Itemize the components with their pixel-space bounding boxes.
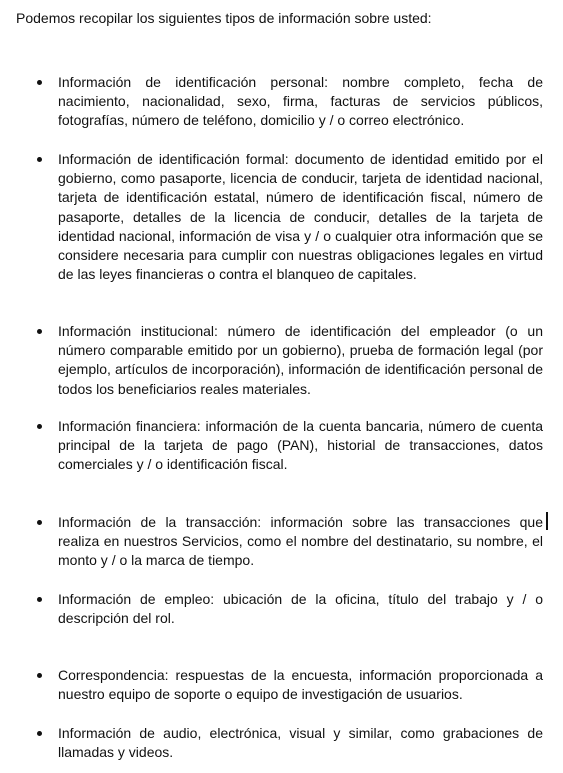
text-cursor: [546, 512, 548, 530]
list-item-text: Información de empleo: ubicación de la oficina, título del trabajo y / o descripción del rol.: [58, 591, 543, 627]
list-item-financial: [58, 417, 543, 475]
bullet-icon: [37, 673, 42, 678]
list-item-text: Información de audio, electrónica, visual y similar, como grabaciones de llamadas y videos.: [58, 725, 543, 761]
list-item-text: Información de identificación personal: nombre completo, fecha de nacimiento, nacionalidad, sexo, firma, facturas de servicios públicos, fotografías, número de teléfono, domicilio y / o correo electrónico.: [58, 74, 543, 129]
bullet-icon: [37, 597, 42, 602]
list-item-text: Información institucional: número de identificación del empleador (o un número comparable emitido por un gobierno), prueba de formación legal (por ejemplo, artículos de incorporación), información de identificación personal de todos los beneficiarios reales materiales.: [58, 323, 543, 397]
bullet-icon: [37, 329, 42, 334]
bullet-icon: [37, 157, 42, 162]
list-item-institutional: [58, 322, 543, 399]
list-item-transaction: [58, 513, 543, 571]
bullet-icon: [37, 731, 42, 736]
list-item-formal-identification: [58, 150, 543, 284]
bullet-icon: [37, 80, 42, 85]
list-item-personal-identification: [58, 73, 543, 131]
list-item-text: Información de identificación formal: documento de identidad emitido por el gobierno, como pasaporte, licencia de conducir, tarjeta de identidad nacional, tarjeta de identificación estatal, número de identificación fiscal, número de pasaporte, detalles de la licencia de conducir, detalles de la tarjeta de identidad nacional, información de visa y / o cualquier otra información que se considere necesaria para cumplir con nuestras obligaciones legales en virtud de las leyes financieras o contra el blanqueo de capitales.: [58, 151, 543, 283]
bullet-icon: [37, 520, 42, 525]
list-item-text: Información financiera: información de la cuenta bancaria, número de cuenta principal de la tarjeta de pago (PAN), historial de transacciones, datos comerciales y / o identificación fiscal.: [58, 418, 543, 473]
list-item-text: Correspondencia: respuestas de la encuesta, información proporcionada a nuestro equipo de soporte o equipo de investigación de usuarios.: [58, 667, 543, 703]
intro-text: Podemos recopilar los siguientes tipos de información sobre usted:: [16, 10, 432, 26]
list-item-audio-visual: [58, 724, 543, 762]
bullet-icon: [37, 424, 42, 429]
list-item-text: Información de la transacción: información sobre las transacciones que realiza en nuestros Servicios, como el nombre del destinatario, su nombre, el monto y / o la marca de tiempo.: [58, 514, 543, 569]
list-item-correspondence: [58, 666, 543, 704]
list-item-employment: [58, 590, 543, 628]
